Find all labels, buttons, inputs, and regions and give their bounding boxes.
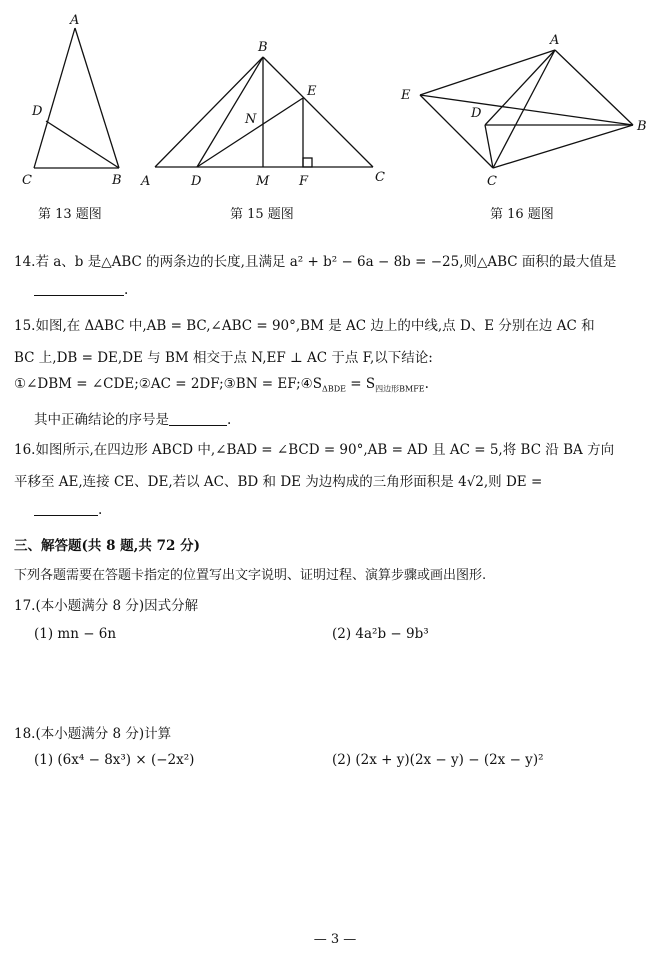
question-18-part-2: (2) (2x + y)(2x − y) − (2x − y)²: [332, 752, 544, 768]
answer-blank: [169, 413, 227, 426]
question-18-title: 18.(本小题满分 8 分)计算: [14, 726, 172, 742]
question-18-part-1: (1) (6x⁴ − 8x³) × (−2x²): [34, 752, 195, 768]
question-14-answer-line: .: [14, 282, 660, 298]
label-e: E: [401, 88, 411, 103]
figure-15: [135, 35, 395, 195]
question-17-part-2: (2) 4a²b − 9b³: [332, 626, 429, 642]
section-3-instruction: 下列各题需要在答题卡指定的位置写出文字说明、证明过程、演算步骤或画出图形.: [14, 568, 487, 583]
page-number: — 3 —: [313, 932, 357, 947]
label-f: F: [299, 174, 309, 189]
label-e: E: [307, 84, 317, 99]
label-m: M: [256, 174, 270, 189]
question-17-part-1: (1) mn − 6n: [34, 626, 117, 642]
question-14: [14, 250, 660, 270]
question-17-title: 17.(本小题满分 8 分)因式分解: [14, 598, 199, 614]
label-a: A: [141, 174, 151, 189]
label-a: A: [70, 13, 80, 28]
label-d: D: [32, 104, 43, 119]
answer-blank: [34, 283, 124, 296]
question-16-line-1: 16.如图所示,在四边形 ABCD 中,∠BAD = ∠BCD = 90°,AB = AD 且 AC = 5,将 BC 沿 BA 方向: [14, 442, 615, 458]
label-c: C: [375, 170, 385, 185]
label-b: B: [112, 173, 122, 188]
label-d: D: [471, 106, 482, 121]
question-15-line-4: 其中正确结论的序号是 .: [34, 412, 232, 428]
question-16-line-2: 平移至 AE,连接 CE、DE,若以 AC、BD 和 DE 为边构成的三角形面积是 4√2,则 DE =: [14, 474, 543, 490]
figure-16-caption: 第 16 题图: [490, 207, 554, 222]
answer-blank: [34, 503, 98, 516]
question-14-text: 14.若 a、b 是△ABC 的两条边的长度,且满足 a² + b² − 6a − 8b = −25,则△ABC 面积的最大值是: [14, 254, 617, 270]
label-b: B: [258, 40, 268, 55]
figure-13-caption: 第 13 题图: [38, 207, 102, 222]
label-b: B: [637, 119, 647, 134]
label-c: C: [487, 174, 497, 189]
question-15-line-1: 15.如图,在 ΔABC 中,AB = BC,∠ABC = 90°,BM 是 AC 边上的中线,点 D、E 分别在边 AC 和: [14, 318, 595, 334]
question-15-line-2: BC 上,DB = DE,DE 与 BM 相交于点 N,EF ⊥ AC 于点 F,以下结论:: [14, 350, 433, 366]
label-a: A: [550, 33, 560, 48]
question-16-answer-line: .: [14, 502, 660, 518]
label-c: C: [22, 173, 32, 188]
label-n: N: [245, 112, 257, 127]
section-3-title: 三、解答题(共 8 题,共 72 分): [14, 538, 200, 554]
figure-15-caption: 第 15 题图: [230, 207, 294, 222]
label-d: D: [191, 174, 202, 189]
figure-16: [395, 25, 665, 195]
question-15-line-3: ①∠DBM = ∠CDE;②AC = 2DF;③BN = $EF;④S_{\Delta BDE} = S_{四边形BMFE}$.: [14, 376, 429, 394]
figure-13: [20, 8, 140, 193]
